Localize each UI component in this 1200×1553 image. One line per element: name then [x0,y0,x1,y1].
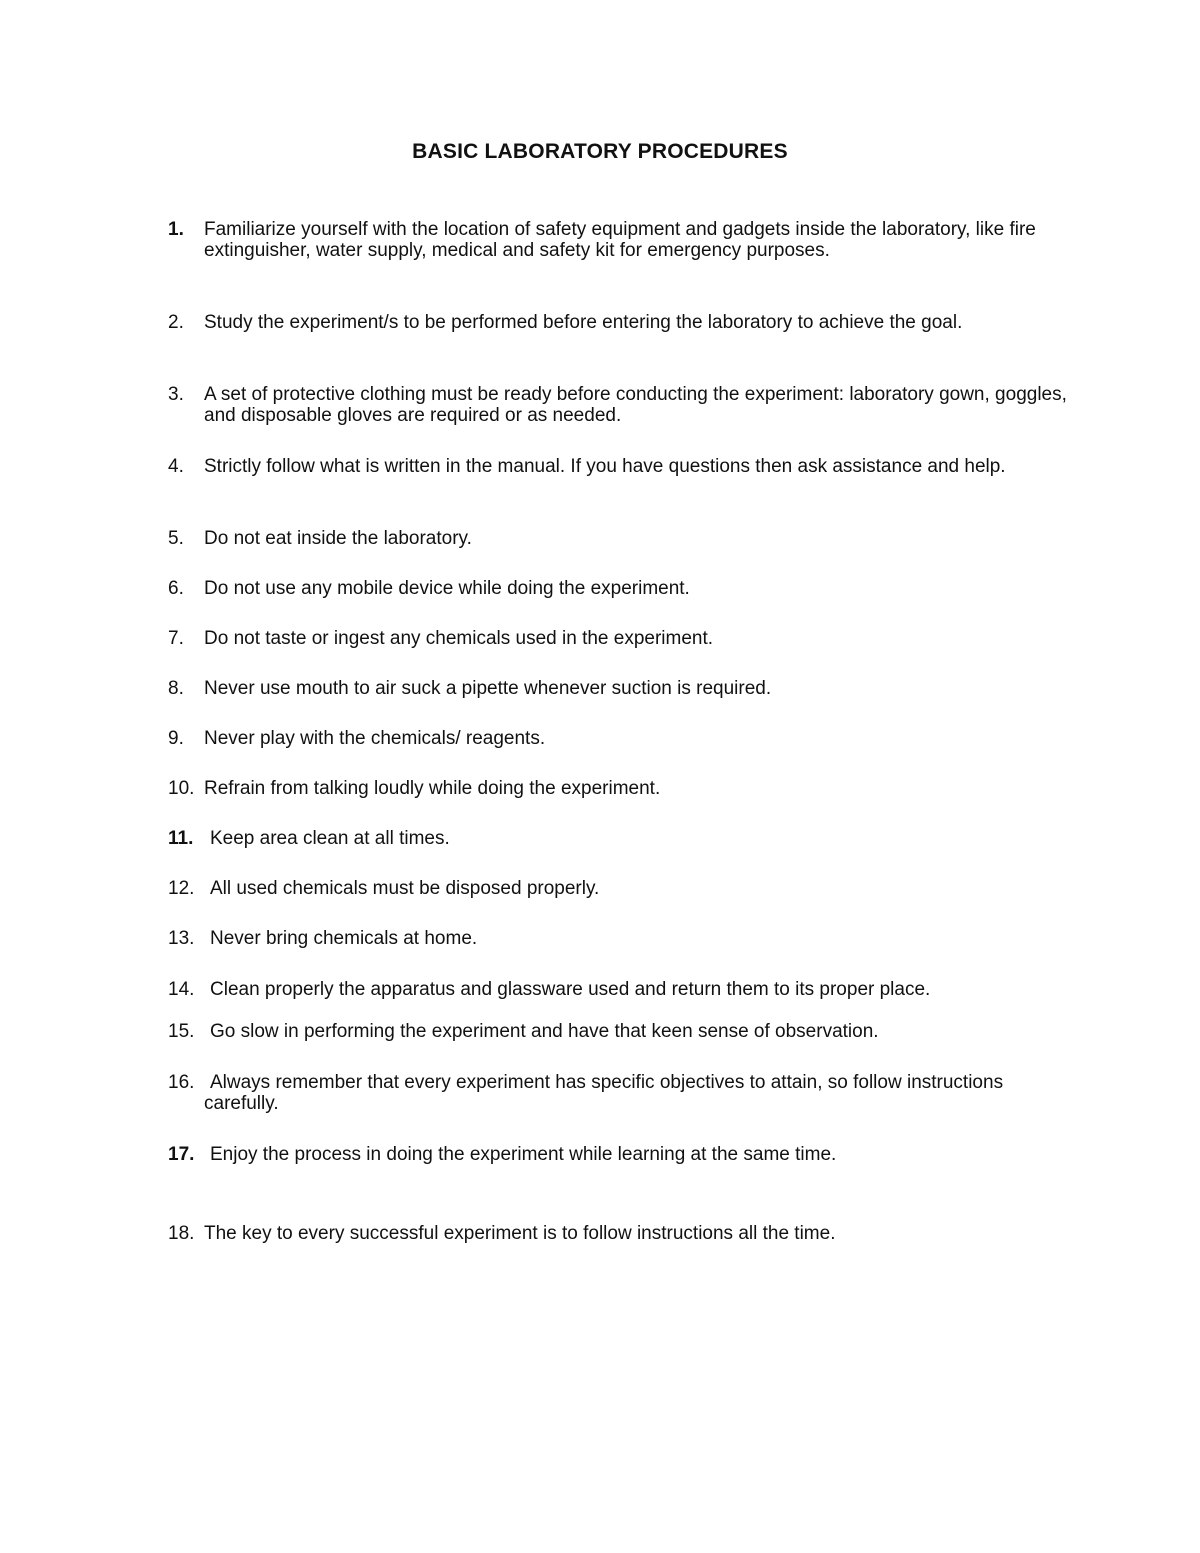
list-item [168,928,1068,949]
item-number: 10. [168,778,195,799]
item-text: Do not use any mobile device while doing the experiment. [204,578,690,599]
item-number: 16. [168,1072,195,1093]
item-text: Study the experiment/s to be performed before entering the laboratory to achieve the goal. [204,312,963,333]
list-item [168,828,1068,849]
item-text: Do not taste or ingest any chemicals used in the experiment. [204,628,714,649]
item-number: 17. [168,1144,195,1165]
list-item [168,628,1068,649]
item-number: 18. [168,1223,195,1244]
list-item [168,578,1068,599]
item-text: Keep area clean at all times. [210,828,450,849]
list-item [168,528,1068,549]
item-number: 15. [168,1021,195,1042]
item-text: Never bring chemicals at home. [210,928,478,949]
list-item [168,878,1068,899]
list-item [168,1021,1068,1042]
page-title: BASIC LABORATORY PROCEDURES [412,140,788,163]
list-item [168,778,1068,799]
item-text: Go slow in performing the experiment and have that keen sense of observation. [210,1021,879,1042]
item-text: Enjoy the process in doing the experiment while learning at the same time. [210,1144,837,1165]
list-item [168,728,1068,749]
item-text: Strictly follow what is written in the manual. If you have questions then ask assistance and help. [204,456,1006,477]
item-number: 12. [168,878,195,899]
item-text: All used chemicals must be disposed properly. [210,878,600,899]
item-text: Never play with the chemicals/ reagents. [204,728,546,749]
list-item [168,219,1068,261]
item-number: 8. [168,678,184,699]
item-number: 2. [168,312,184,333]
item-number: 14. [168,979,195,1000]
item-text: Always remember that every experiment has specific objectives to attain, so follow instructions carefully. [204,1072,1004,1114]
list-item [168,1144,1068,1165]
list-item [168,1223,1068,1244]
item-text: A set of protective clothing must be ready before conducting the experiment: laboratory gown, goggles, and disposable gloves are required or as needed. [204,384,1067,426]
item-number: 5. [168,528,184,549]
item-text: Clean properly the apparatus and glassware used and return them to its proper place. [210,979,931,1000]
item-number: 4. [168,456,184,477]
list-item [168,312,1068,333]
item-text: Do not eat inside the laboratory. [204,528,472,549]
item-text: The key to every successful experiment is to follow instructions all the time. [204,1223,836,1244]
list-item [168,384,1068,426]
list-item [168,1072,1068,1114]
item-number: 13. [168,928,195,949]
item-number: 6. [168,578,184,599]
item-number: 3. [168,384,184,405]
item-number: 11. [168,828,194,849]
item-number: 1. [168,219,184,240]
item-text: Never use mouth to air suck a pipette whenever suction is required. [204,678,772,699]
item-number: 7. [168,628,184,649]
item-text: Refrain from talking loudly while doing the experiment. [204,778,661,799]
item-number: 9. [168,728,184,749]
item-text: Familiarize yourself with the location of safety equipment and gadgets inside the laboratory, like fire extinguisher, water supply, medical and safety kit for emergency purposes. [204,219,1036,261]
list-item [168,979,1068,1000]
list-item [168,678,1068,699]
list-item [168,456,1068,477]
